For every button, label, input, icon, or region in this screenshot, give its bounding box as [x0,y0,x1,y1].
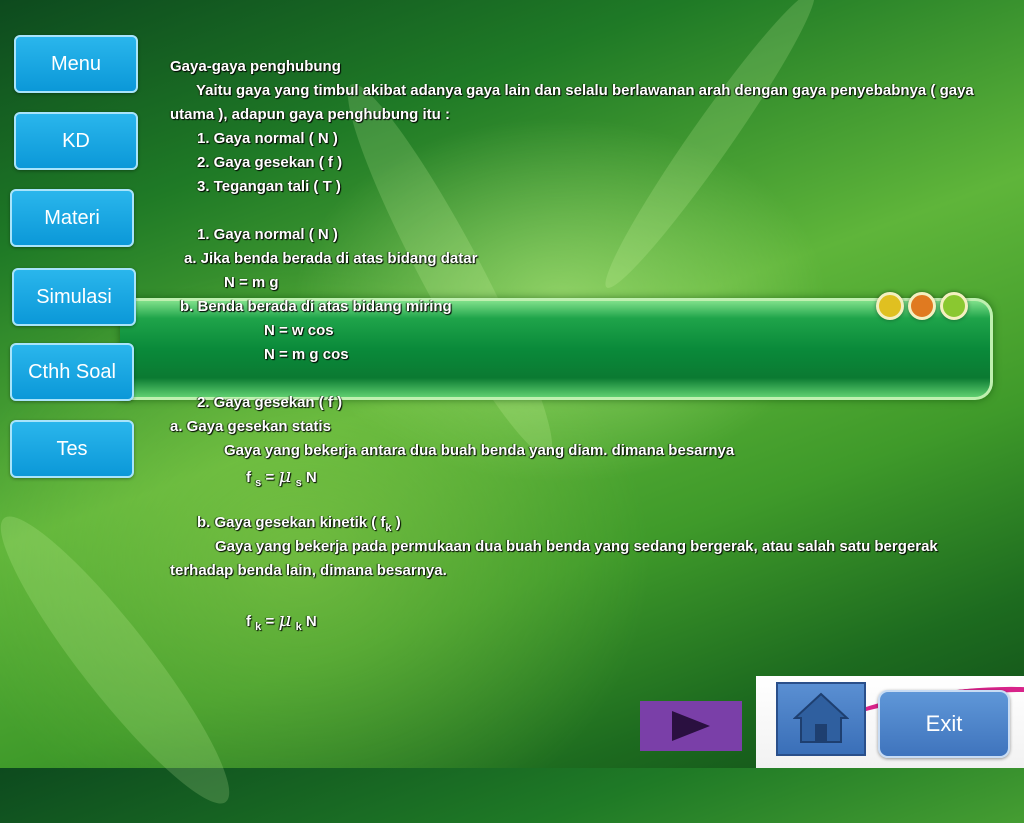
formula-f: f [246,469,251,486]
formula-subscript: k [255,621,262,633]
formula-n: N [305,613,317,630]
spacer [170,583,1020,607]
kinetic-heading-close: ) [395,514,401,531]
next-button[interactable] [640,701,742,751]
normal-formula-incline-1: N = w cos [264,322,334,339]
nav-materi-button[interactable]: Materi [10,189,134,247]
exit-button[interactable]: Exit [878,690,1010,758]
formula-equals: = [265,613,275,630]
formula-subscript: s [255,477,262,489]
play-arrow-icon [670,709,712,743]
normal-formula-incline-2: N = m g cos [264,346,349,363]
home-icon [793,692,849,744]
friction-heading: 2. Gaya gesekan ( f ) [197,394,343,411]
kinetic-friction-heading [170,511,1020,535]
intro-line-1: Yaitu gaya yang timbul akibat adanya gaya lain dan selalu berlawanan arah dengan gaya penyebabnya ( gaya [196,82,974,99]
normal-case-b: b. Benda berada di atas bidang miring [180,298,452,315]
kinetic-friction-description-1: Gaya yang bekerja pada permukaan dua buah benda yang sedang bergerak, atau salah satu bergerak [215,538,938,555]
mu-symbol: μ [278,463,292,487]
nav-menu-button[interactable]: Menu [14,35,138,93]
nav-tes-button[interactable]: Tes [10,420,134,478]
formula-subscript: s [295,477,302,489]
spacer [170,487,1020,511]
intro-line-2: utama ), adapun gaya penghubung itu : [170,106,450,123]
formula-f: f [246,613,251,630]
spacer [170,367,1020,391]
list-item-friction: 2. Gaya gesekan ( f ) [197,154,343,171]
normal-formula-flat: N = m g [224,274,279,291]
static-friction-formula [170,463,1020,487]
nav-cthh-soal-button[interactable]: Cthh Soal [10,343,134,401]
formula-subscript: k [295,621,302,633]
kinetic-friction-formula [170,607,1020,631]
normal-force-heading: 1. Gaya normal ( N ) [197,226,338,243]
lesson-title: Gaya-gaya penghubung [170,58,341,75]
kinetic-heading-text: b. Gaya gesekan kinetik ( f [197,514,386,531]
lesson-content [170,55,1020,631]
mu-symbol: μ [278,607,292,631]
nav-kd-button[interactable]: KD [14,112,138,170]
normal-case-a: a. Jika benda berada di atas bidang datar [184,250,478,267]
list-item-normal: 1. Gaya normal ( N ) [197,130,338,147]
list-item-tension: 3. Tegangan tali ( T ) [197,178,341,195]
formula-equals: = [265,469,275,486]
static-friction-description: Gaya yang bekerja antara dua buah benda yang diam. dimana besarnya [224,442,735,459]
formula-subscript: k [385,522,392,534]
static-friction-heading: a. Gaya gesekan statis [170,418,331,435]
formula-n: N [305,469,317,486]
kinetic-friction-description-2: terhadap benda lain, dimana besarnya. [170,562,447,579]
spacer [170,199,1020,223]
nav-simulasi-button[interactable]: Simulasi [12,268,136,326]
home-button[interactable] [776,682,866,756]
